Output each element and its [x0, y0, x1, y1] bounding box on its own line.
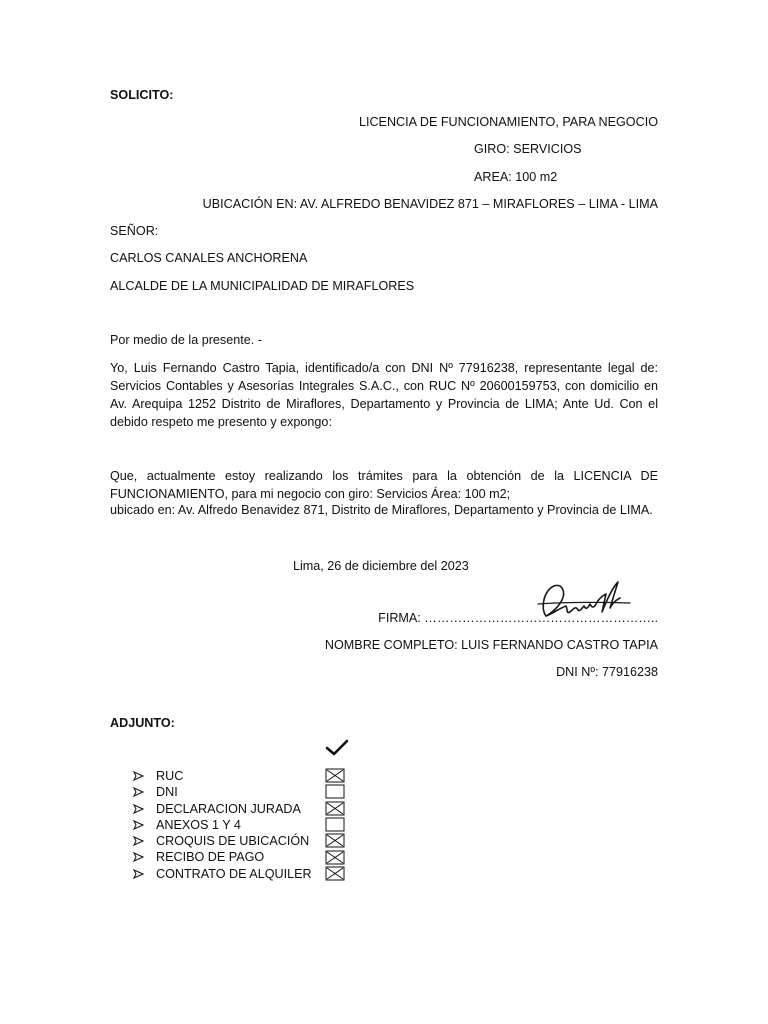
addressee-title: ALCALDE DE LA MUNICIPALIDAD DE MIRAFLORES: [110, 279, 415, 293]
body-paragraph-2: Que, actualmente estoy realizando los trámites para la obtención de la LICENCIA DE FUNCIONAMIENTO, para mi negocio con giro: Servicios Área: 100 m2;: [110, 469, 658, 501]
attachment-label-declaracion: DECLARACION JURADA: [156, 801, 301, 816]
attachment-label-dni: DNI: [156, 785, 178, 800]
giro-line: GIRO: SERVICIOS: [474, 142, 582, 156]
solicito-label: SOLICITO:: [110, 88, 174, 102]
arrowhead-bullet-icon: [133, 771, 144, 781]
firma-line: FIRMA: ………………………………………………..: [378, 611, 658, 625]
adjunto-label: ADJUNTO:: [110, 716, 175, 730]
attachment-label-recibo: RECIBO DE PAGO: [156, 850, 265, 865]
arrowhead-bullet-icon: [133, 836, 144, 846]
checked-box-icon: [325, 768, 345, 783]
handwritten-signature: [536, 578, 632, 624]
attachment-label-croquis: CROQUIS DE UBICACIÓN: [156, 834, 310, 849]
checked-box-icon: [325, 833, 345, 848]
checked-box-icon: [325, 850, 345, 865]
arrowhead-bullet-icon: [133, 852, 144, 862]
checked-box-icon: [325, 801, 345, 816]
addressee-name: CARLOS CANALES ANCHORENA: [110, 251, 308, 265]
checked-box-icon: [325, 866, 345, 881]
ubicacion-line: UBICACIÓN EN: AV. ALFREDO BENAVIDEZ 871 – MIRAFLORES – LIMA - LIMA: [202, 197, 658, 211]
intro-line: Por medio de la presente. -: [110, 333, 262, 347]
senor-label: SEÑOR:: [110, 224, 159, 238]
arrowhead-bullet-icon: [133, 787, 144, 797]
empty-box-icon: [325, 817, 345, 832]
dni-line: DNI Nº: 77916238: [556, 665, 658, 679]
area-line: AREA: 100 m2: [474, 170, 558, 184]
attachment-label-contrato: CONTRATO DE ALQUILER: [156, 866, 312, 881]
arrowhead-bullet-icon: [133, 869, 144, 879]
empty-box-icon: [325, 784, 345, 799]
date-line: Lima, 26 de diciembre del 2023: [293, 559, 469, 573]
arrowhead-bullet-icon: [133, 820, 144, 830]
arrowhead-bullet-icon: [133, 804, 144, 814]
nombre-completo: NOMBRE COMPLETO: LUIS FERNANDO CASTRO TAPIA: [324, 638, 658, 652]
licencia-line: LICENCIA DE FUNCIONAMIENTO, PARA NEGOCIO: [358, 115, 658, 129]
body-paragraph-3: ubicado en: Av. Alfredo Benavidez 871, Distrito de Miraflores, Departamento y Provincia de LIMA.: [110, 503, 653, 517]
attachment-label-ruc: RUC: [156, 769, 184, 783]
body-paragraph-1: Yo, Luis Fernando Castro Tapia, identificado/a con DNI Nº 77916238, representante legal de: Servicios Contables y Asesorías Integrales S.A.C., con RUC Nº 20600159753, con domicilio en Av. Arequipa 1252 Distrito de Miraflores, Departamento y Provincia de LIMA; Ante Ud. Con el debido respeto me presento y expongo:: [110, 361, 658, 429]
check-mark-icon: [325, 739, 349, 757]
attachment-label-anexos: ANEXOS 1 Y 4: [156, 817, 241, 832]
